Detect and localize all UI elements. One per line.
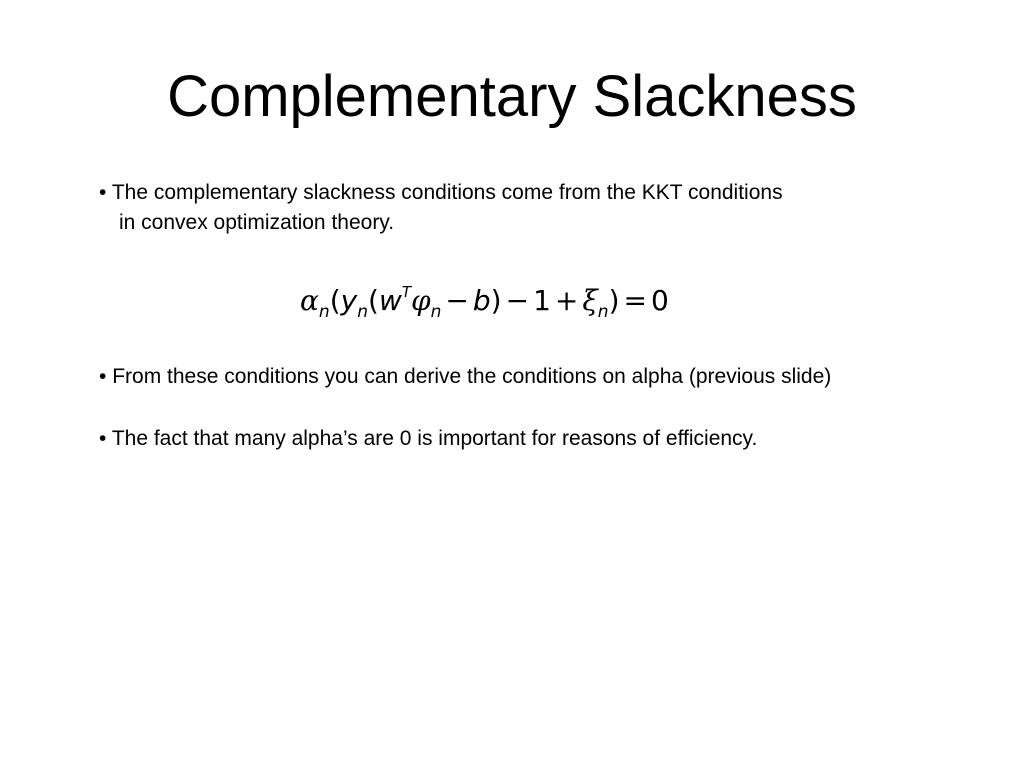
eq-y: y <box>340 284 358 317</box>
eq-rparen: ) <box>490 284 502 317</box>
eq-zero: 0 <box>650 284 669 317</box>
eq-equals: = <box>623 284 647 317</box>
slide-title: Complementary Slackness <box>167 64 857 129</box>
eq-xi: ξ <box>582 284 598 317</box>
bullet-text: From these conditions you can derive the conditions on alpha (previous slide) <box>112 365 832 388</box>
eq-phi: φ <box>411 284 431 317</box>
bullet-text-line1: The complementary slackness conditions come from the KKT conditions <box>111 181 783 204</box>
eq-rparen: ) <box>608 284 620 317</box>
bullet-text-line2: in convex optimization theory. <box>119 211 395 234</box>
eq-plus: + <box>554 284 579 317</box>
eq-superscript-T: T <box>401 283 412 301</box>
eq-minus: − <box>445 284 469 317</box>
bullet-text: The fact that many alpha’s are 0 is important for reasons of efficiency. <box>111 427 758 450</box>
eq-subscript-n: n <box>597 302 609 322</box>
eq-subscript-n: n <box>318 302 330 322</box>
eq-w: w <box>378 284 402 317</box>
eq-one: 1 <box>533 284 551 317</box>
eq-subscript-n: n <box>357 302 368 322</box>
eq-b: b <box>472 284 491 317</box>
bullet-marker: • <box>99 427 107 450</box>
eq-lparen: ( <box>368 284 379 317</box>
bullet-kkt <box>99 178 783 238</box>
bullet-derive <box>99 362 831 392</box>
eq-minus: − <box>505 284 530 317</box>
eq-lparen: ( <box>329 284 341 317</box>
eq-subscript-n: n <box>430 302 442 322</box>
complementary-slackness-equation <box>300 279 669 323</box>
bullet-marker: • <box>99 365 107 388</box>
bullet-marker: • <box>99 181 107 204</box>
bullet-efficiency <box>99 424 757 454</box>
eq-alpha: α <box>300 284 319 317</box>
